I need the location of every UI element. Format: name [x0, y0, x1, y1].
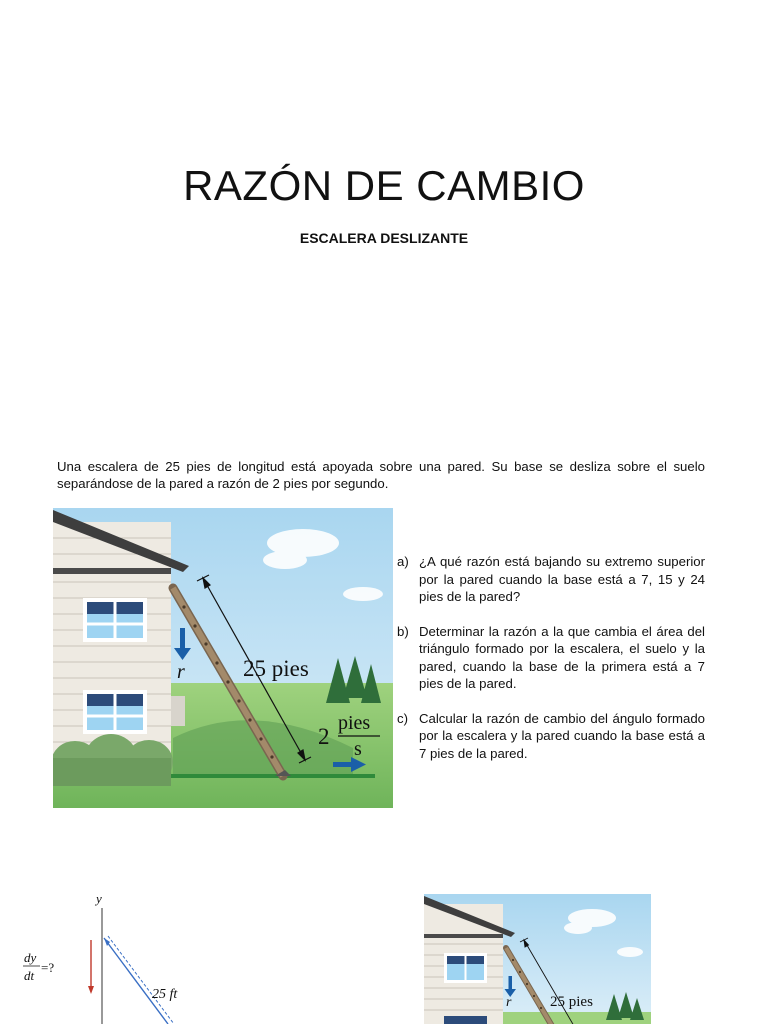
r-label: r — [177, 661, 185, 683]
speed-unit-top: pies — [338, 712, 371, 734]
ladder-illustration — [53, 508, 393, 808]
question-c — [397, 710, 705, 763]
ladder-length-label-small: 25 pies — [550, 994, 593, 1010]
problem-statement: Una escalera de 25 pies de longitud está apoyada sobre una pared. Su base se desliza sobre el suelo separándose de la pared a razón de 2 pies por segundo. — [57, 459, 705, 491]
question-letter: b) — [397, 623, 409, 639]
dy-suffix: =? — [41, 960, 55, 975]
hypotenuse — [104, 938, 168, 1024]
ladder-length-label: 25 pies — [243, 656, 309, 681]
slide-subtitle: ESCALERA DESLIZANTE — [299, 230, 469, 246]
question-text: Determinar la razón a la que cambia el área del triángulo formado por la escalera, el suelo y la pared, cuando la base de la primera está a 7 pies de la pared. — [419, 623, 705, 691]
question-text: Calcular la razón de cambio del ángulo formado por la escalera y la pared cuando la base está a 7 pies de la pared. — [419, 710, 705, 761]
slide-title: RAZÓN DE CAMBIO — [183, 162, 585, 209]
speed-unit-bottom: s — [354, 738, 362, 760]
dy-denominator: dt — [24, 968, 35, 983]
dy-arrow-icon — [88, 940, 94, 994]
hedge — [53, 734, 173, 786]
hypotenuse-label: 25 ft — [152, 987, 178, 1002]
window-upper — [83, 598, 147, 642]
dy-numerator: dy — [24, 950, 37, 965]
y-axis-label: y — [96, 891, 102, 906]
window-lower — [83, 690, 147, 734]
question-b — [397, 623, 705, 693]
question-text: ¿A qué razón está bajando su extremo superior por la pared cuando la base está a 7, 15 y 24 pies de la pared? — [419, 554, 705, 604]
triangle-diagram — [18, 886, 218, 1024]
ladder-illustration-small — [424, 894, 651, 1024]
ground-line — [163, 774, 375, 778]
question-a — [397, 553, 705, 606]
r-label-small: r — [506, 995, 512, 1010]
speed-number: 2 — [318, 724, 330, 749]
question-letter: a) — [397, 554, 409, 569]
question-letter: c) — [397, 710, 408, 726]
question-list — [397, 553, 705, 779]
house-small — [424, 896, 515, 1024]
